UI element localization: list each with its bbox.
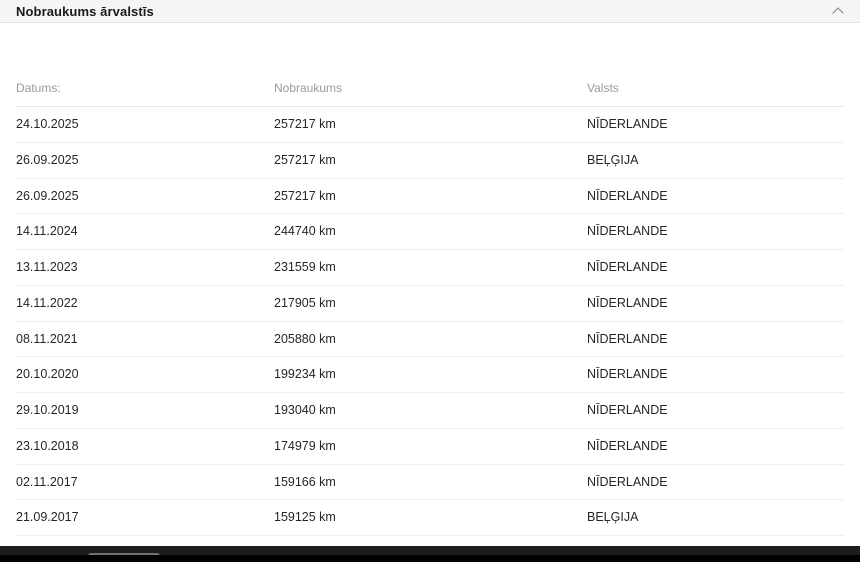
bottom-bar xyxy=(0,540,860,562)
cell-date: 24.10.2025 xyxy=(16,107,274,143)
table-row xyxy=(16,285,844,321)
cell-country: NĪDERLANDE xyxy=(587,178,844,214)
mileage-table xyxy=(16,81,844,562)
bottom-fill xyxy=(0,555,860,562)
table-row xyxy=(16,107,844,143)
cell-mileage: 257217 km xyxy=(274,142,587,178)
table-row xyxy=(16,500,844,536)
panel-header[interactable] xyxy=(0,0,860,23)
cell-date: 29.10.2019 xyxy=(16,393,274,429)
cell-date: 23.10.2018 xyxy=(16,428,274,464)
table-row xyxy=(16,178,844,214)
cell-mileage: 159166 km xyxy=(274,464,587,500)
cell-mileage: 217905 km xyxy=(274,285,587,321)
table-row xyxy=(16,428,844,464)
horizontal-scrollbar[interactable] xyxy=(0,546,860,555)
table-row xyxy=(16,464,844,500)
cell-country: NĪDERLANDE xyxy=(587,321,844,357)
table-row xyxy=(16,142,844,178)
cell-country: NĪDERLANDE xyxy=(587,464,844,500)
table-row xyxy=(16,214,844,250)
cell-country: NĪDERLANDE xyxy=(587,285,844,321)
cell-mileage: 193040 km xyxy=(274,393,587,429)
cell-date: 26.09.2025 xyxy=(16,142,274,178)
cell-country: NĪDERLANDE xyxy=(587,393,844,429)
table-row xyxy=(16,321,844,357)
table-header-row xyxy=(16,81,844,107)
chevron-up-icon[interactable] xyxy=(832,4,846,18)
cell-date: 13.11.2023 xyxy=(16,250,274,286)
cell-mileage: 231559 km xyxy=(274,250,587,286)
table-body xyxy=(16,107,844,562)
cell-mileage: 199234 km xyxy=(274,357,587,393)
table-row xyxy=(16,357,844,393)
cell-country: BEĻĢIJA xyxy=(587,500,844,536)
cell-date: 21.09.2017 xyxy=(16,500,274,536)
table-container xyxy=(0,23,860,562)
cell-country: BEĻĢIJA xyxy=(587,142,844,178)
cell-date: 14.11.2022 xyxy=(16,285,274,321)
cell-mileage: 205880 km xyxy=(274,321,587,357)
cell-mileage: 257217 km xyxy=(274,178,587,214)
cell-mileage: 159125 km xyxy=(274,500,587,536)
cell-country: NĪDERLANDE xyxy=(587,357,844,393)
cell-date: 20.10.2020 xyxy=(16,357,274,393)
table-top-spacer xyxy=(16,23,844,81)
cell-mileage: 244740 km xyxy=(274,214,587,250)
page-title: Nobraukums ārvalstīs xyxy=(16,3,154,19)
column-header-country: Valsts xyxy=(587,81,844,107)
cell-date: 02.11.2017 xyxy=(16,464,274,500)
cell-mileage: 174979 km xyxy=(274,428,587,464)
cell-mileage: 257217 km xyxy=(274,107,587,143)
cell-date: 26.09.2025 xyxy=(16,178,274,214)
cell-country: NĪDERLANDE xyxy=(587,250,844,286)
cell-country: NĪDERLANDE xyxy=(587,214,844,250)
cell-country: NĪDERLANDE xyxy=(587,107,844,143)
cell-date: 08.11.2021 xyxy=(16,321,274,357)
column-header-date: Datums: xyxy=(16,81,274,107)
cell-country: NĪDERLANDE xyxy=(587,428,844,464)
table-row xyxy=(16,393,844,429)
column-header-mileage: Nobraukums xyxy=(274,81,587,107)
table-row xyxy=(16,250,844,286)
cell-date: 14.11.2024 xyxy=(16,214,274,250)
